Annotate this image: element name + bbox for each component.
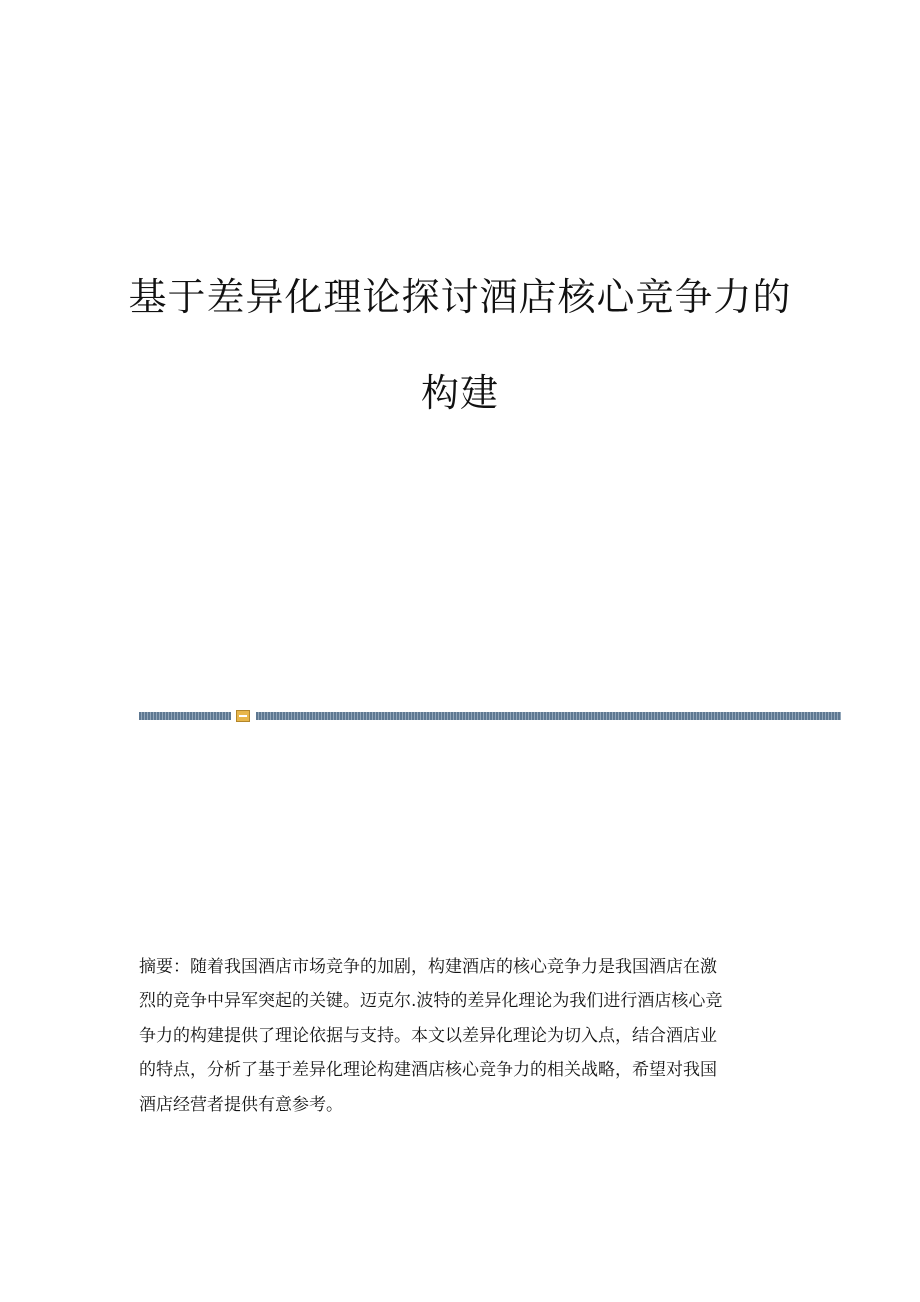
abstract-paragraph: [139, 950, 779, 1122]
abstract-line-1: 摘要：随着我国酒店市场竞争的加剧，构建酒店的核心竞争力是我国酒店在激: [139, 957, 717, 977]
abstract-line-4: 的特点，分析了基于差异化理论构建酒店核心竞争力的相关战略，希望对我国: [139, 1060, 717, 1081]
title-line-2: 构建: [420, 371, 499, 415]
abstract-line-2: 烈的竞争中异军突起的关键。迈克尔.波特的差异化理论为我们进行酒店核心竞: [139, 991, 723, 1012]
divider-bar-left: [139, 712, 231, 720]
abstract-line-5: 酒店经营者提供有意参考。: [139, 1094, 343, 1115]
abstract-line-3: 争力的构建提供了理论依据与支持。本文以差异化理论为切入点，结合酒店业: [139, 1025, 717, 1046]
section-divider: [139, 710, 841, 722]
divider-bar-right: [256, 712, 841, 720]
divider-ornament-icon: [236, 710, 250, 722]
title-line-1: 基于差异化理论探讨酒店核心竞争力的: [128, 275, 792, 319]
